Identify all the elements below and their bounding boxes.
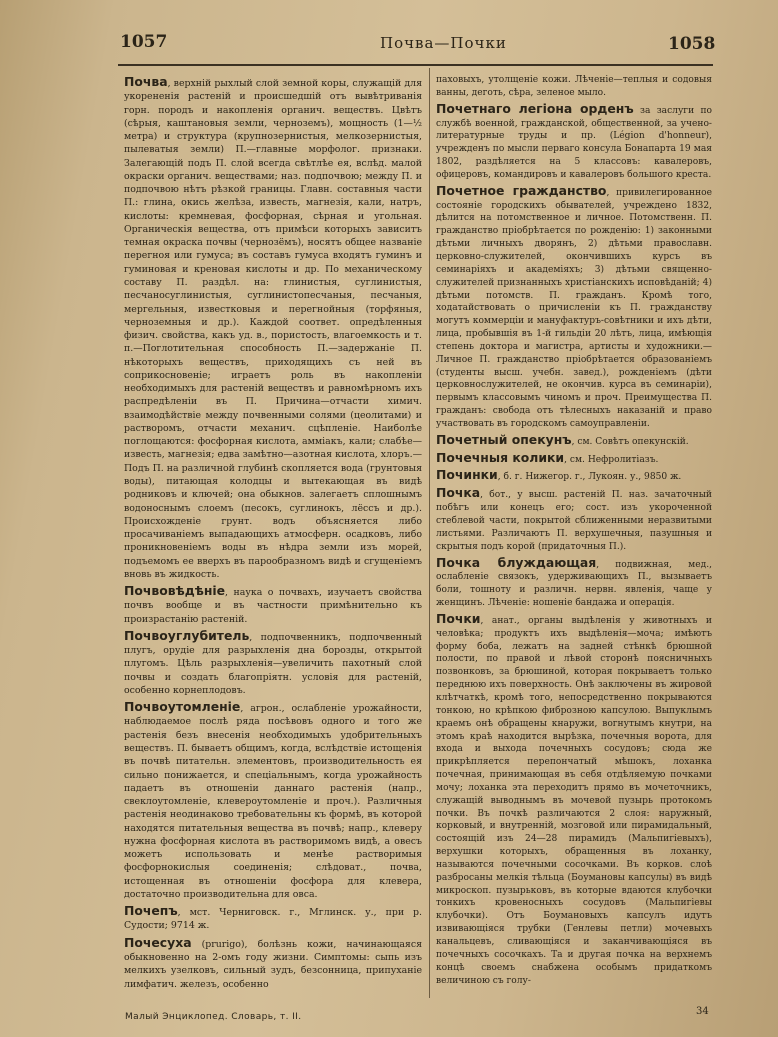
header-rule bbox=[118, 64, 713, 66]
entry-headword: Почечныя колики bbox=[436, 449, 565, 465]
entry-body: , верхній рыхлый слой земной коры, служащій для укорененія растеній и происшедшій отъ вывѣтриванія горн. породъ и накопленія органич. веществъ. Цвѣтъ (сѣрыя, каштановыя земли, черноземъ), мощность (1—½ метра) и структура (крупнозернистыя, мелкозернистыя, пылеватыя земли) П.—главные морфолог. признаки. Залегающій подъ П. слой всегда свѣтлѣе ея, вслѣд. малой окраски органич. веществами; наз. подпочвою; между П. и подпочвою нѣтъ рѣзкой границы. Главн. составныя части П.: глина, окись желѣза, известь, магнезія, кали, натръ, кислоты: кремневая, фосфорная, сѣрная и угольная. Органическія вещества, отъ примѣси которыхъ зависитъ темная окраска почвы (чернозёмъ), носятъ общее названіе перегноя или гумуса; въ составъ гумуса входятъ гуминъ и гуминовая и креновая кислоты и др. По механическому составу П. раздѣл. на: глинистыя, суглинистыя, песчаносуглинистыя, суглинистопесчаныя, песчаныя, мергельныя, известковыя и перегнойныя (торфяныя, черноземныя и др.). Каждой соответ. опредѣленныя физич. свойства, какъ уд. в., пористость, влагоемкость и т. п.—Поглотительная способность П.—задержаніе П. нѣкоторыхъ веществъ, приходящихъ съ ней въ соприкосновеніе; играетъ роль въ накопленіи необходимыхъ для растеній веществъ и равномѣрномъ ихъ распредѣленіи въ П. Причина—отчасти химич. взаимодѣйствіе между почвенными солями (цеолитами) и растворомъ, отчасти механич. сцѣпленіе. Наиболѣе поглощаются: фосфорная кислота, аммiакъ, кали; слабѣе—известь, магнезія; едва замѣтно—азотная кислота, хлоръ.—Подъ П. на различной глубинѣ скопляется вода (грунтовыя воды), питающая колодцы и вытекающая въ видѣ родниковъ и ключей; она обыкнов. залегаетъ сплошнымъ водоноснымъ слоемъ (песокъ, суглинокъ, лёссъ и др.). Происхожденіе грунт. водъ объясняется либо просачиваніемъ выпадающихъ атмосферн. осадковъ, либо проникновеніемъ воды въ нѣдра земли изъ морей, подъемомъ ее вверхъ въ парообразномъ видѣ и сгущеніемъ вновь въ жидкость. bbox=[124, 78, 422, 580]
dictionary-entry bbox=[124, 936, 422, 991]
running-header bbox=[0, 30, 778, 60]
dictionary-entry bbox=[124, 700, 422, 901]
left-column bbox=[124, 72, 422, 991]
entry-body: (prurigo), болѣзнь кожи, начинающаяся обыкновенно на 2-омъ году жизни. Симптомы: сыпь изъ мелкихъ узелковъ, сильный зудъ, безсонница, припуханіе лимфатич. железъ, особенно bbox=[124, 938, 422, 990]
dictionary-entry bbox=[124, 584, 422, 626]
page-number-right: 1058 bbox=[668, 34, 716, 54]
dictionary-entry bbox=[436, 182, 712, 431]
entry-headword: Почка блуждающая bbox=[436, 554, 597, 570]
entry-body: , агрон., ослабленіе урожайности, наблюдаемое послѣ ряда посѣвовъ одного и того же растенія безъ внесенія необходимыхъ удобрительныхъ веществъ. П. бываетъ общимъ, когда, вслѣдствіе истощенія въ почвѣ питательн. элементовъ, производительность ея сильно понижается, и спеціальнымъ, когда урожайность падаетъ въ отношеніи даннаго растенія (напр., свеклоутомленіе, клевероутомленіе и проч.). Различныя растенія неодинаково требовательны къ формѣ, въ которой находятся питательныя вещества въ почвѣ; напр., клеверу нужна фосфорная кислота въ растворимомъ видѣ, а овесъ можетъ использовать и менѣе растворимыя фосфорнокислыя соединенія; слѣдоват., почва, истощенная въ отношеніи фосфора для клевера, достаточно производительна для овса. bbox=[124, 703, 422, 900]
entry-headword: Почетнаго легіона орденъ bbox=[436, 100, 634, 116]
entry-headword: Почвоуглубитель bbox=[124, 627, 250, 643]
dictionary-entry bbox=[124, 629, 422, 697]
entry-headword: Почка bbox=[436, 485, 481, 501]
page-number-left: 1057 bbox=[120, 32, 168, 52]
footer-imprint: Малый Энциклопед. Словарь, т. II. bbox=[125, 1012, 302, 1022]
dictionary-entry bbox=[436, 554, 712, 610]
dictionary-entry bbox=[436, 431, 712, 449]
entry-body: , мст. Черниговск. г., Мглинск. у., при р. Судости; 9714 ж. bbox=[124, 907, 422, 932]
dictionary-entry bbox=[124, 75, 422, 581]
dictionary-entry bbox=[436, 100, 712, 182]
entry-body: , см. Совѣтъ опекунскій. bbox=[571, 436, 689, 447]
entry-body: , анат., органы выдѣленія у животныхъ и человѣка; продуктъ ихъ выдѣленія—моча; имѣютъ форму боба, лежатъ на задней стѣнкѣ брюшной полости, по правой и лѣвой сторонѣ поясничныхъ позвонковъ, за брюшиной, которая покрываетъ только переднюю ихъ поверхность. Онѣ заключены въ жировой клѣтчаткѣ, кромѣ того, непосредственно покрываются тонкою, но крѣпкою фиброзною капсулою. Выпуклымъ краемъ онѣ обращены кнаружи, вогнутымъ кнутри, на этомъ краѣ находится вырѣзка, почечныя ворота, для входа и выхода почечныхъ сосудовъ; сюда же прикрѣпляется перепончатый мѣшокъ, лоханка почечная, принимающая въ себя отдѣляемую почками мочу; лоханка эта переходитъ прямо въ мочеточникъ, служащій выводнымъ въ мочевой пузырь протокомъ почки. Въ почкѣ различаются 2 слоя: наружный, корковый, и внутренній, мозговой или пирамидальный, состоящій изъ 24—28 пирамидъ (Мальпигіевыхъ), верхушки которыхъ, обращенныя въ лоханку, называются почечными сосочками. Въ корков. слоѣ разбросаны мелкія тѣльца (Боумановы капсулы) въ видѣ микроскоп. пузырьковъ, въ которые вдаются клубочки тонкихъ кровеносныхъ сосудовъ (Мальпигіевы клубочки). Отъ Боумановыхъ капсулъ идутъ извивающіяся трубки (Генлевы петли) мочевыхъ канальцевъ, сливающіяся и заканчивающіяся въ почечныхъ сосочкахъ. Та и другая почка на верхнемъ концѣ своемъ снабжена особымъ придаткомъ величиною съ голу- bbox=[436, 615, 712, 986]
dictionary-entry bbox=[436, 74, 712, 100]
dictionary-entry bbox=[124, 904, 422, 933]
entry-body: , подпочвенникъ, подпочвенный плугъ, орудіе для разрыхленія дна борозды, открытой плугомъ. Цѣль разрыхленія—увеличить пахотный слой почвы и создать благопріятн. условія для растеній, особенно корнеплодовъ. bbox=[124, 631, 422, 696]
entry-body: , наука о почвахъ, изучаетъ свойства почвъ вообще и въ частности примѣнительно къ произрастанію растеній. bbox=[124, 587, 422, 625]
entry-headword: Почки bbox=[436, 610, 481, 626]
entry-body: , подвижная, мед., ослабленіе связокъ, удерживающихъ П., вызываетъ боли, тошноту и различн. нервн. явленія, чаще у женщинъ. Лѣченіе: ношеніе бандажа и операція. bbox=[436, 559, 712, 609]
entry-headword: Почесуха bbox=[124, 934, 192, 950]
dictionary-entry bbox=[436, 449, 712, 467]
running-title: Почва—Почки bbox=[380, 34, 507, 52]
right-column bbox=[436, 71, 712, 987]
entry-headword: Почва bbox=[124, 74, 168, 89]
entry-headword: Почвовѣдѣніе bbox=[124, 583, 226, 599]
entry-headword: Почвоутомленіе bbox=[124, 699, 241, 715]
entry-headword: Почепъ bbox=[124, 903, 178, 919]
entry-headword: Почетное гражданство bbox=[436, 182, 607, 198]
entry-body: , бот., у высш. растеній П. наз. зачаточный побѣгъ или конецъ его; сост. изъ укороченной стеблевой части, покрытой сближенными неразвитыми листьями. Различаютъ П. верхушечныя, пазушныя и скрытыя подъ корой (придаточныя П.). bbox=[436, 490, 712, 552]
entry-headword: Починки bbox=[436, 467, 498, 483]
column-divider bbox=[429, 68, 430, 998]
entry-body: , см. Нефролитіазъ. bbox=[564, 454, 659, 465]
entry-headword: Почетный опекунъ bbox=[436, 431, 572, 447]
dictionary-entry bbox=[436, 610, 712, 987]
dictionary-entry bbox=[436, 487, 712, 553]
entry-body: за заслуги по службѣ военной, гражданской, общественной, за учено-литературные труды и пр. (Légion d'honneur), учрежденъ по мысли перваго консула Бонапарта 19 мая 1802, раздѣляется на 5 классовъ: кавалеровъ, офицеровъ, командировъ и кавалеровъ большого креста. bbox=[436, 105, 712, 180]
entry-body: , привилегированное состояніе городскихъ обывателей, учреждено 1832, дѣлится на потомственное и личное. Потомственн. П. гражданство пріобрѣтается по рожденію: 1) законными дѣтьми личныхъ дворянъ, 2) дѣтьми православн. церковно-служителей, окончившихъ курсъ въ семинаріяхъ и академіяхъ; 3) дѣтьми священно-служителей признанныхъ христіанскихъ исповѣданій; 4) дѣтьми потомств. П. гражданъ. Кромѣ того, ходатайствовать о причисленіи къ П. гражданству могутъ коммерціи и мануфактуръ-совѣтники и ихъ дѣти, лица, пробывшія въ 1-й гильдіи 20 лѣтъ, лица, имѣющія степень доктора и магистра, артисты и художники.—Личное П. гражданство пріобрѣтается образованіемъ (студенты высш. учебн. завед.), рожденіемъ (дѣти церковнослужителей, не окончив. курса въ семинаріи), первымъ классовымъ чиномъ и проч. Преимущества П. гражданъ: свобода отъ тѣлесныхъ наказаній и право участвовать въ городскомъ самоуправленіи. bbox=[436, 187, 712, 429]
entry-body: паховыхъ, утолщеніе кожи. Лѣченіе—теплыя и содовыя ванны, деготь, сѣра, зеленое мыло. bbox=[436, 75, 712, 98]
dictionary-entry bbox=[436, 469, 712, 484]
signature-mark: 34 bbox=[696, 1006, 709, 1017]
entry-body: , б. г. Нижегор. г., Лукоян. у., 9850 ж. bbox=[497, 472, 682, 483]
